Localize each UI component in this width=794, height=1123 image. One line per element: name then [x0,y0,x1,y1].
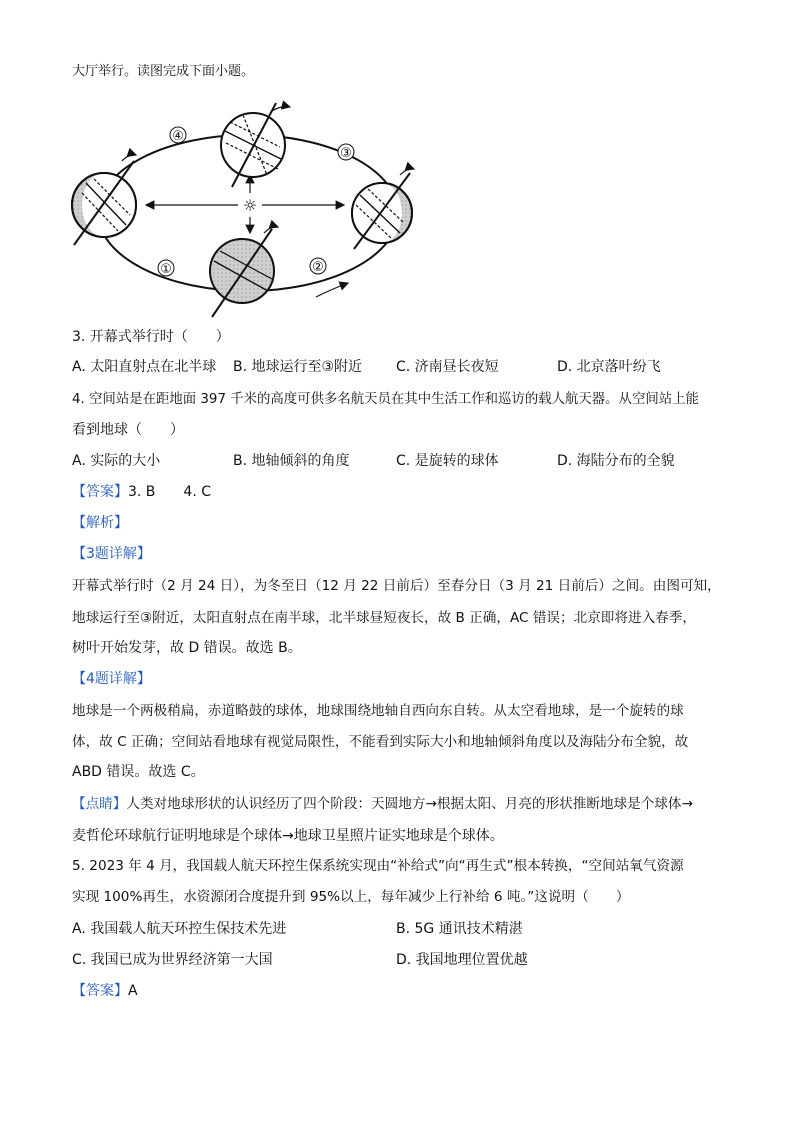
q3-option-a: A. 太阳直射点在北半球 [72,359,217,375]
analysis-tag: 【解析】 [72,515,128,531]
answer2-text: A [128,983,138,999]
detail4-tag: 【4题详解】 [72,671,151,687]
q3-stem: 3. 开幕式举行时（ ） [72,329,230,345]
answer-text: 3. B 4. C [128,484,211,500]
sun-icon: ☼ [242,196,258,215]
answer2-tag: 【答案】 [72,983,128,999]
q4-option-d: D. 海陆分布的全貌 [557,453,675,469]
earth-right [352,169,414,249]
detail4-line1: 地球是一个两极稍扁，赤道略鼓的球体，地球围绕地轴自西向东自转。从太空看地球，是一个旋转的球 [72,703,684,719]
earth-orbit-diagram [60,95,440,340]
q3-option-b: B. 地球运行至③附近 [233,359,363,375]
revolution-direction-arrow [316,283,348,297]
earth-top [221,103,290,187]
answer-tag: 【答案】 [72,484,128,500]
comment-line2: 麦哲伦环球航行证明地球是个球体→地球卫星照片证实地球是个球体。 [72,828,504,844]
detail3-line2: 地球运行至③附近，太阳直射点在南半球，北半球昼短夜长，故 B 正确，AC 错误；北京即将进入春季， [72,610,696,626]
earth-bottom [210,227,278,317]
detail3-tag: 【3题详解】 [72,546,151,562]
detail4-line3: ABD 错误。故选 C。 [72,764,205,780]
detail4-line2: 体，故 C 正确；空间站看地球有视觉局限性，不能看到实际大小和地轴倾斜角度以及海陆分布全貌，故 [72,734,689,750]
position-label-3: ③ [340,146,352,161]
comment-tag: 【点睛】 [72,796,127,812]
answer-block-2 [72,981,138,1001]
q5-option-b: B. 5G 通讯技术精湛 [396,921,523,937]
q5-stem-line1: 5. 2023 年 4 月，我国载人航天环控生保系统实现由“补给式”向“再生式”根本转换，“空间站氧气资源 [72,858,684,874]
position-label-1: ① [160,262,172,277]
q4-stem-line2: 看到地球（ ） [72,422,184,438]
q4-stem-line1: 4. 空间站是在距地面 397 千米的高度可供多名航天员在其中生活工作和巡访的载人航天器。从空间站上能 [72,392,699,407]
detail3-line1: 开幕式举行时（2 月 24 日），为冬至日（12 月 22 日前后）至春分日（3 月 21 日前后）之间。由图可知， [72,578,721,594]
q5-option-c: C. 我国已成为世界经济第一大国 [72,952,273,968]
q3-option-c: C. 济南昼长夜短 [396,359,499,375]
q4-option-b: B. 地轴倾斜的角度 [233,453,350,469]
detail3-line3: 树叶开始发芽，故 D 错误。故选 B。 [72,640,302,656]
q5-option-d: D. 我国地理位置优越 [396,952,528,968]
q4-option-c: C. 是旋转的球体 [396,453,499,469]
q3-option-d: D. 北京落叶纷飞 [557,359,661,375]
answer-block-1 [72,482,211,502]
q5-option-a: A. 我国载人航天环控生保技术先进 [72,921,287,937]
comment-text: 人类对地球形状的认识经历了四个阶段：天圆地方→根据太阳、月亮的形状推断地球是个球体→ [126,796,693,812]
intro-text: 大厅举行。读图完成下面小题。 [72,64,255,79]
q5-stem-line2: 实现 100%再生，水资源闭合度提升到 95%以上，每年减少上行补给 6 吨。”这说明（ ） [72,889,630,905]
q4-option-a: A. 实际的大小 [72,453,161,469]
position-label-4: ④ [172,129,184,144]
position-label-2: ② [312,260,324,275]
comment-line1 [72,794,693,814]
